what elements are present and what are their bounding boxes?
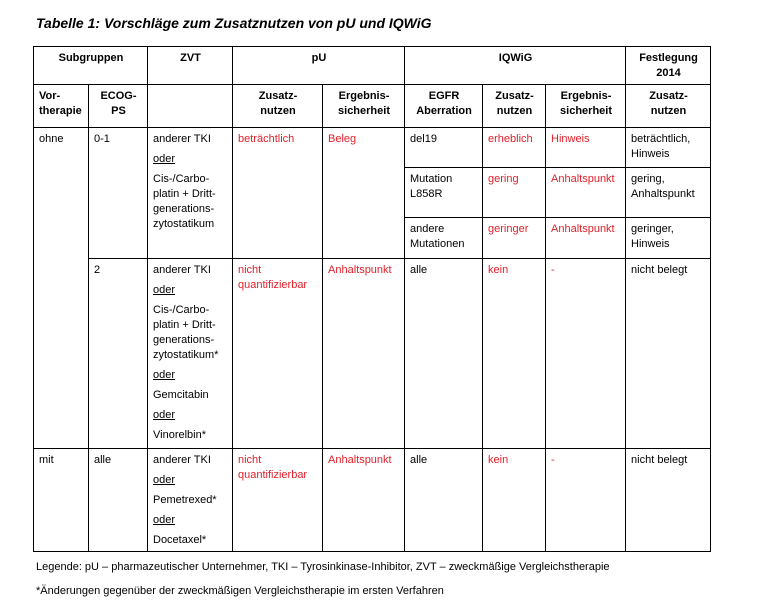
subheader-zvt-empty <box>148 85 233 128</box>
cell-pu-ergebnissicherheit-block3: Anhaltspunkt <box>323 449 405 552</box>
cell-iqwig-es-block3: - <box>546 449 626 552</box>
cell-iqwig-es-block2: - <box>546 259 626 449</box>
header-pu: pU <box>233 47 405 85</box>
header-festlegung-line1: Festlegung <box>639 52 698 64</box>
subheader-egfr <box>405 85 483 128</box>
egfr-l2: Mutationen <box>410 238 465 250</box>
fest-l1: gering, <box>631 173 665 185</box>
cell-zvt-block3 <box>148 449 233 552</box>
subheader-pu-es-l2: sicherheit <box>338 105 390 117</box>
subheader-pu-ergebnissicherheit <box>323 85 405 128</box>
cell-egfr-block2: alle <box>405 259 483 449</box>
subheader-egfr-l2: Aberration <box>416 105 472 117</box>
subheader-egfr-l1: EGFR <box>428 90 460 102</box>
cell-pu-zusatznutzen-block2 <box>233 259 323 449</box>
zvt-item: Vinorelbin* <box>153 429 207 441</box>
cell-egfr-andere <box>405 218 483 259</box>
egfr-l1: Mutation <box>410 173 453 185</box>
zvt-oder: oder <box>153 409 176 421</box>
subheader-festlegung-zusatznutzen <box>626 85 711 128</box>
cell-iqwig-zn-del19: erheblich <box>483 128 546 168</box>
zvt-item: Pemetrexed* <box>153 494 217 506</box>
zvt-item: Cis-/Carbo- <box>153 173 210 185</box>
cell-iqwig-zn-andere: geringer <box>483 218 546 259</box>
zvt-item: Gemcitabin <box>153 389 209 401</box>
cell-pu-ergebnissicherheit-block2: Anhaltspunkt <box>323 259 405 449</box>
cell-iqwig-zn-block2: kein <box>483 259 546 449</box>
zvt-item: zytostatikum <box>153 218 215 230</box>
cell-ecog-alle: alle <box>89 449 148 552</box>
pu-zn-l2: quantifizierbar <box>238 469 308 481</box>
cell-vortherapie-mit: mit <box>34 449 89 552</box>
subheader-ecog-l1: ECOG- <box>100 90 137 102</box>
cell-pu-zusatznutzen-block3 <box>233 449 323 552</box>
egfr-l1: andere <box>410 223 445 235</box>
subheader-iqwig-zn-l2: nutzen <box>496 105 533 117</box>
fest-l2: Anhaltspunkt <box>631 188 695 200</box>
fest-l1: geringer, <box>631 223 674 235</box>
header-subgruppen: Subgruppen <box>34 47 148 85</box>
cell-fest-l858r <box>626 168 711 218</box>
cell-fest-block2: nicht belegt <box>626 259 711 449</box>
subheader-iqwig-es-l1: Ergebnis- <box>560 90 612 102</box>
subheader-vortherapie <box>34 85 89 128</box>
header-festlegung <box>626 47 711 85</box>
subheader-pu-zn-l1: Zusatz- <box>258 90 298 102</box>
subheader-fest-zn-l1: Zusatz- <box>649 90 688 102</box>
pu-zn-l1: nicht <box>238 454 262 466</box>
pu-zn-l2: quantifizierbar <box>238 279 308 291</box>
pu-zn-l1: nicht <box>238 264 262 276</box>
zvt-oder: oder <box>153 474 176 486</box>
egfr-l2: L858R <box>410 188 443 200</box>
cell-pu-zusatznutzen-block1: beträchtlich <box>233 128 323 259</box>
subheader-iqwig-ergebnissicherheit <box>546 85 626 128</box>
zvt-item: generations- <box>153 334 215 346</box>
cell-iqwig-es-del19: Hinweis <box>546 128 626 168</box>
footnote-line: *Änderungen gegenüber der zweckmäßigen Vergleichstherapie im ersten Verfahren <box>36 585 444 597</box>
zvt-item: zytostatikum* <box>153 349 219 361</box>
zvt-item: anderer TKI <box>153 454 211 466</box>
cell-zvt-block1 <box>148 128 233 259</box>
header-row <box>34 47 711 85</box>
table-row <box>34 128 711 168</box>
cell-pu-ergebnissicherheit-block1: Beleg <box>323 128 405 259</box>
subheader-ecog <box>89 85 148 128</box>
table-title: Tabelle 1: Vorschläge zum Zusatznutzen von pU und IQWiG <box>36 15 432 31</box>
cell-egfr-block3: alle <box>405 449 483 552</box>
fest-l1: beträchtlich, <box>631 133 691 145</box>
header-zvt: ZVT <box>148 47 233 85</box>
cell-iqwig-zn-block3: kein <box>483 449 546 552</box>
fest-l2: Hinweis <box>631 238 670 250</box>
subheader-pu-es-l1: Ergebnis- <box>338 90 390 102</box>
zvt-oder: oder <box>153 514 176 526</box>
cell-fest-del19 <box>626 128 711 168</box>
zvt-item: Docetaxel* <box>153 534 207 546</box>
zvt-item: generations- <box>153 203 215 215</box>
cell-iqwig-es-l858r: Anhaltspunkt <box>546 168 626 218</box>
zvt-item: anderer TKI <box>153 264 211 276</box>
zvt-oder: oder <box>153 153 176 165</box>
subheader-vortherapie-l1: Vor- <box>39 90 61 102</box>
zvt-item: platin + Dritt- <box>153 319 216 331</box>
cell-ecog-01: 0-1 <box>89 128 148 259</box>
cell-zvt-block2 <box>148 259 233 449</box>
zvt-oder: oder <box>153 284 176 296</box>
subheader-pu-zusatznutzen <box>233 85 323 128</box>
subheader-vortherapie-l2: therapie <box>39 105 82 117</box>
cell-fest-andere <box>626 218 711 259</box>
subheader-pu-zn-l2: nutzen <box>260 105 296 117</box>
cell-iqwig-zn-l858r: gering <box>483 168 546 218</box>
benefit-table <box>33 46 711 552</box>
table-row <box>34 259 711 449</box>
cell-egfr-l858r <box>405 168 483 218</box>
zvt-item: platin + Dritt- <box>153 188 216 200</box>
subheader-fest-zn-l2: nutzen <box>650 105 687 117</box>
legend-line: Legende: pU – pharmazeutischer Unternehmer, TKI – Tyrosinkinase-Inhibitor, ZVT – zweckmäßige Vergleichstherapie <box>36 561 610 573</box>
subheader-row <box>34 85 711 128</box>
header-festlegung-line2: 2014 <box>656 67 681 79</box>
table-row <box>34 449 711 552</box>
cell-iqwig-es-andere: Anhaltspunkt <box>546 218 626 259</box>
subheader-iqwig-zn-l1: Zusatz- <box>495 90 534 102</box>
header-iqwig: IQWiG <box>405 47 626 85</box>
zvt-item: Cis-/Carbo- <box>153 304 210 316</box>
zvt-item: anderer TKI <box>153 133 211 145</box>
subheader-ecog-l2: PS <box>111 105 126 117</box>
cell-fest-block3: nicht belegt <box>626 449 711 552</box>
subheader-iqwig-zusatznutzen <box>483 85 546 128</box>
cell-ecog-2: 2 <box>89 259 148 449</box>
cell-egfr-del19: del19 <box>405 128 483 168</box>
cell-vortherapie-ohne: ohne <box>34 128 89 449</box>
zvt-oder: oder <box>153 369 176 381</box>
subheader-iqwig-es-l2: sicherheit <box>560 105 612 117</box>
fest-l2: Hinweis <box>631 148 670 160</box>
